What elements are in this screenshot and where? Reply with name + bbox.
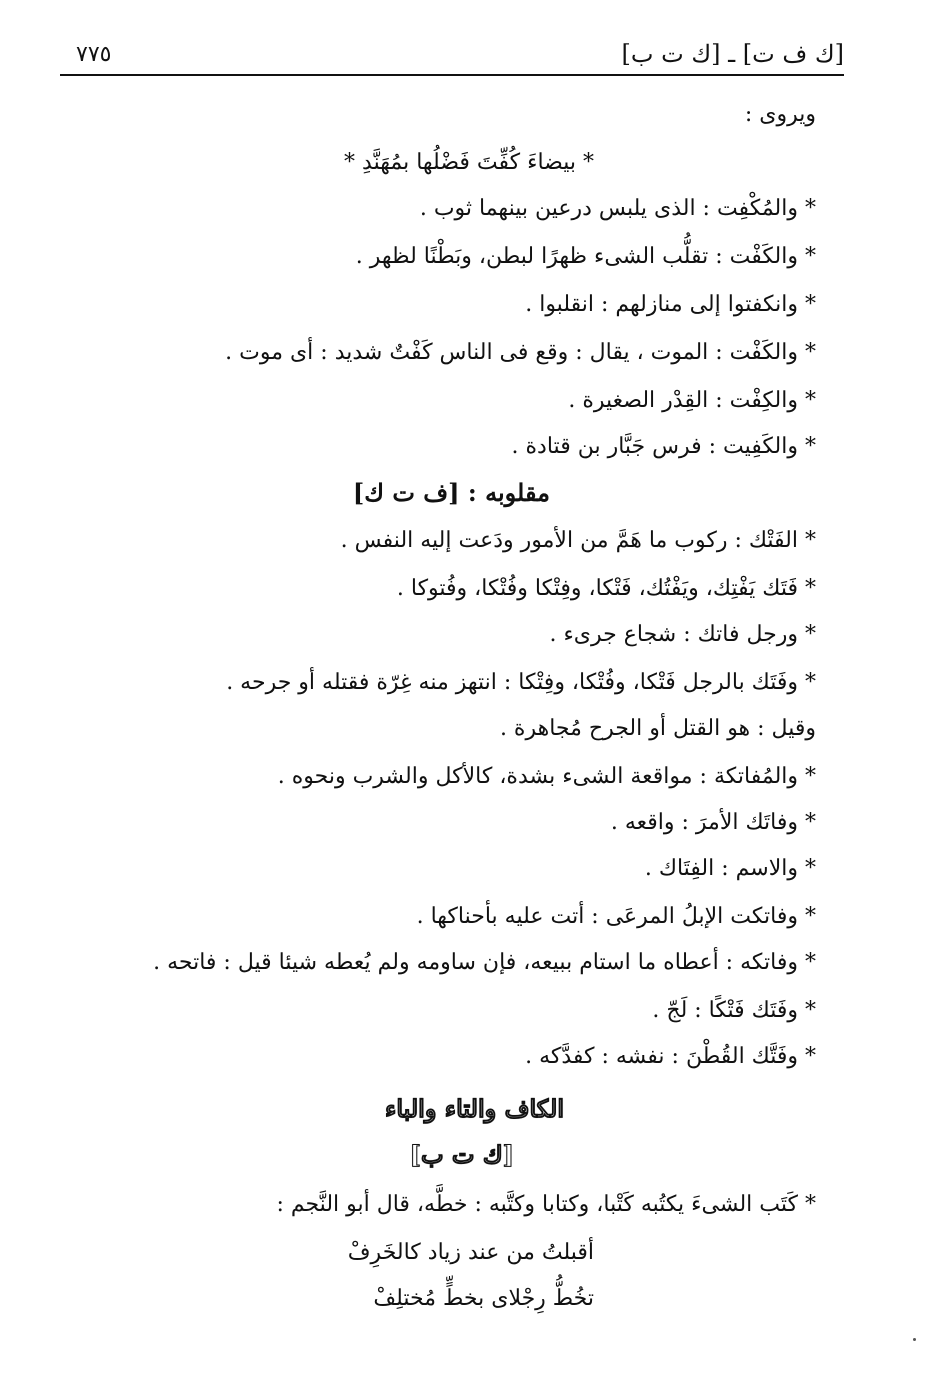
quoted-verse-line: * بيضاءَ كُفِّتَ فَضْلُها بمُهَنَّدِ * xyxy=(344,150,594,175)
running-head: [ك ف ت] ـ [ك ت ب] xyxy=(621,40,844,68)
entry-line: * وفَتَك بالرجل فَتْكا، وفُتْكا، وفِتْكا : انتهز منه غِرّة فقتله أو جرحه . xyxy=(226,670,816,695)
entry-line: * وفاتَك الأمرَ : واقعه . xyxy=(610,810,816,835)
entry-line: * وفاتكت الإبلُ المرعَى : أتت عليه بأحناكها . xyxy=(416,904,816,929)
entry-line: * فَتَك يَفْتِك، ويَفْتُك، فَتْكا، وفِتْكا وفُتْكا، وفُتوكا . xyxy=(396,576,816,601)
entry-line: * الفَتْك : ركوب ما هَمَّ من الأمور ودَعت إليه النفس . xyxy=(340,528,816,553)
entry-line: * والمُفاتكة : مواقعة الشىء بشدة، كالأكل والشرب ونحوه . xyxy=(277,764,816,789)
entry-line: * والكِفْت : القِدْر الصغيرة . xyxy=(568,388,816,413)
entry-line: * كَتَب الشىءَ يكتُبه كَتْبا، وكتابا وكتَّبه : خطَّه، قال أبو النَّجم : xyxy=(276,1192,816,1217)
entry-line: * وفَتَك فَتْكًا : لَجّ . xyxy=(652,998,816,1023)
entry-line: * والكَفِيت : فرس جَبَّار بن قتادة . xyxy=(511,434,816,459)
chapter-heading: الكاف والتاء والباء xyxy=(385,1094,564,1123)
poem-verse-line: أقبلتُ من عند زياد كالخَرِفْ xyxy=(347,1240,594,1265)
section-heading-maqlub: مقلوبه : [ف ت ك] xyxy=(352,478,550,507)
entry-line: * وانكفتوا إلى منازلهم : انقلبوا . xyxy=(525,292,816,317)
entry-line: * والمُكْفِت : الذى يلبس درعين بينهما ثوب . xyxy=(419,196,816,221)
entry-line: * وفاتكه : أعطاه ما استام ببيعه، فإن ساومه ولم يُعطه شيئا قيل : فاتحه . xyxy=(153,950,816,975)
page-number: ٧٧٥ xyxy=(76,42,112,67)
entry-line: * وفَتَّك القُطْنَ : نفشه : كفدَّكه . xyxy=(525,1044,816,1069)
root-heading: [ك ت ب] xyxy=(409,1140,514,1169)
poem-verse-line: تخُطُّ رِجْلاى بخطٍّ مُختلِفْ xyxy=(373,1286,594,1311)
entry-line: * ورجل فاتك : شجاع جرىء . xyxy=(549,622,816,647)
entry-line: وقيل : هو القتل أو الجرح مُجاهرة . xyxy=(499,716,816,741)
entry-line: * والاسم : الفِتَاك . xyxy=(644,856,816,881)
text-line: ويروى : xyxy=(744,102,816,127)
entry-line: * والكَفْت : الموت ، يقال : وقع فى الناس كَفْتٌ شديد : أى موت . xyxy=(225,340,816,365)
page-header xyxy=(60,36,844,76)
margin-dot xyxy=(913,1338,916,1341)
entry-line: * والكَفْت : تقلُّب الشىء ظهرًا لبطن، وبَطْنًا لظهر . xyxy=(355,244,816,269)
